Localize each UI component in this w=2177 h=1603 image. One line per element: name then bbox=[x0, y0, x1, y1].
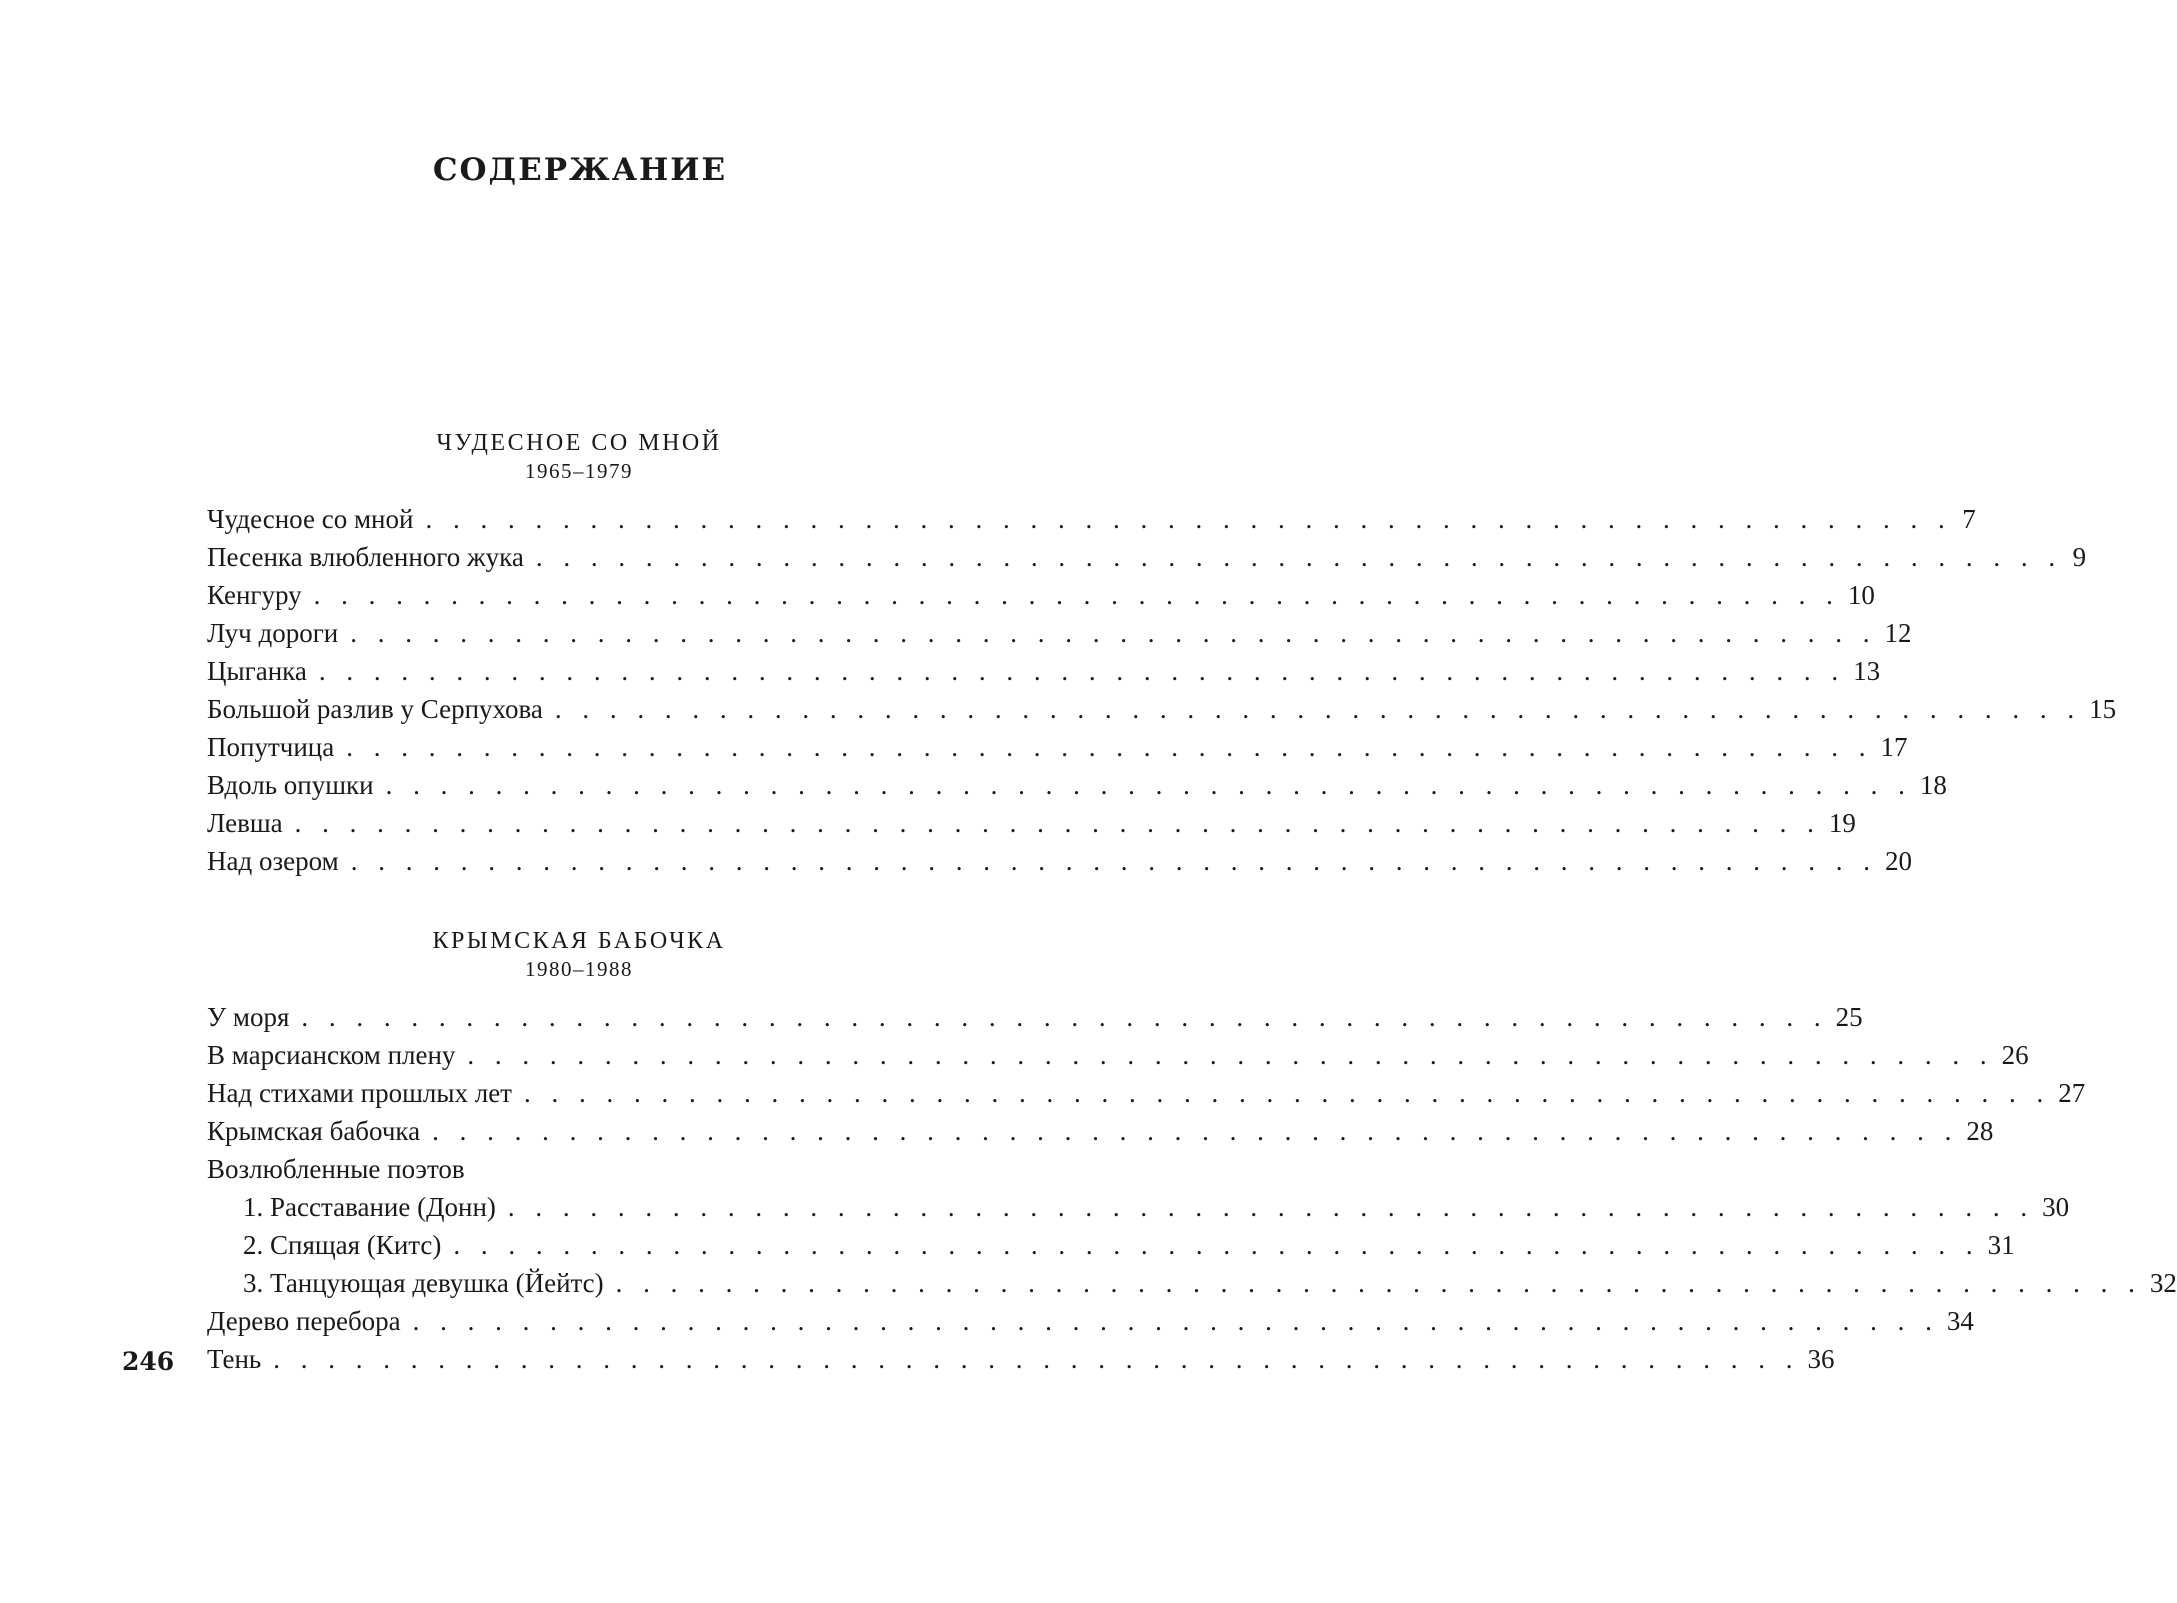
entry-page: 12 bbox=[1884, 618, 1912, 648]
entry-page: 28 bbox=[1966, 1116, 1994, 1146]
entry-page: 15 bbox=[2089, 694, 2117, 724]
entry-title: В марсианском плену bbox=[207, 1040, 456, 1070]
entry-page: 19 bbox=[1828, 808, 1856, 838]
entry-title: Левша bbox=[207, 808, 283, 838]
toc-section-1 bbox=[207, 428, 2117, 880]
toc-subentry[interactable] bbox=[207, 1264, 2177, 1302]
toc-entry[interactable] bbox=[207, 842, 1912, 880]
dot-leader: . . . . . . . . . . . . . . . . . . . . . . . . . . . . . . . . . . . . . . . . . . . . . . . . . . . . . . . . bbox=[313, 580, 1840, 610]
entry-title: Вдоль опушки bbox=[207, 770, 374, 800]
entry-page: 36 bbox=[1807, 1344, 1835, 1374]
dot-leader: . . . . . . . . . . . . . . . . . . . . . . . . . . . . . . . . . . . . . . . . . . . . . . . . . . . . . . . . bbox=[453, 1230, 1980, 1260]
entry-page: 7 bbox=[1962, 504, 1976, 534]
entry-title: 3. Танцующая девушка (Йейтс) bbox=[243, 1268, 604, 1298]
entry-page: 32 bbox=[2149, 1268, 2177, 1298]
toc-entry[interactable] bbox=[207, 1340, 1835, 1378]
toc-entries bbox=[207, 998, 2177, 1378]
section-title: ЧУДЕСНОЕ СО МНОЙ bbox=[436, 430, 722, 456]
entry-title: Тень bbox=[207, 1344, 262, 1374]
dot-leader: . . . . . . . . . . . . . . . . . . . . . . . . . . . . . . . . . . . . . . . . . . . . . . . . . . . . . . . . bbox=[301, 1002, 1828, 1032]
toc-entry[interactable] bbox=[207, 538, 2087, 576]
entry-page: 26 bbox=[2001, 1040, 2029, 1070]
entry-title: Крымская бабочка bbox=[207, 1116, 421, 1146]
dot-leader: . . . . . . . . . . . . . . . . . . . . . . . . . . . . . . . . . . . . . . . . . . . . . . . . . . . . . . . . bbox=[385, 770, 1912, 800]
page-number: 246 bbox=[122, 1347, 175, 1376]
toc-entry[interactable] bbox=[207, 1036, 2029, 1074]
section-header bbox=[207, 428, 951, 484]
toc-entry[interactable] bbox=[207, 1074, 2086, 1112]
dot-leader: . . . . . . . . . . . . . . . . . . . . . . . . . . . . . . . . . . . . . . . . . . . . . . . . . . . . . . . . bbox=[294, 808, 1821, 838]
entry-title: Над стихами прошлых лет bbox=[207, 1078, 512, 1108]
toc-section-2 bbox=[207, 926, 2177, 1378]
section-years: 1965–1979 bbox=[525, 459, 633, 483]
toc-entries bbox=[207, 500, 2117, 880]
entry-title: Луч дороги bbox=[207, 618, 339, 648]
dot-leader: . . . . . . . . . . . . . . . . . . . . . . . . . . . . . . . . . . . . . . . . . . . . . . . . . . . . . . . . bbox=[507, 1192, 2035, 1222]
toc-entry[interactable] bbox=[207, 576, 1875, 614]
dot-leader: . . . . . . . . . . . . . . . . . . . . . . . . . . . . . . . . . . . . . . . . . . . . . . . . . . . . . . . . bbox=[273, 1344, 1800, 1374]
toc-entry[interactable] bbox=[207, 998, 1863, 1036]
dot-leader: . . . . . . . . . . . . . . . . . . . . . . . . . . . . . . . . . . . . . . . . . . . . . . . . . . . . . . . . bbox=[432, 1116, 1959, 1146]
toc-entry[interactable] bbox=[207, 804, 1856, 842]
dot-leader: . . . . . . . . . . . . . . . . . . . . . . . . . . . . . . . . . . . . . . . . . . . . . . . . . . . . . . . . bbox=[318, 656, 1846, 686]
entry-title: Цыганка bbox=[207, 656, 307, 686]
entry-page: 31 bbox=[1987, 1230, 2015, 1260]
toc-entry[interactable] bbox=[207, 728, 1908, 766]
dot-leader: . . . . . . . . . . . . . . . . . . . . . . . . . . . . . . . . . . . . . . . . . . . . . . . . . . . . . . . . bbox=[346, 732, 1873, 762]
entry-page: 18 bbox=[1919, 770, 1947, 800]
dot-leader: . . . . . . . . . . . . . . . . . . . . . . . . . . . . . . . . . . . . . . . . . . . . . . . . . . . . . . . . bbox=[350, 846, 1877, 876]
entry-title: У моря bbox=[207, 1002, 290, 1032]
entry-title: Попутчица bbox=[207, 732, 335, 762]
toc-entry[interactable] bbox=[207, 1112, 1994, 1150]
dot-leader: . . . . . . . . . . . . . . . . . . . . . . . . . . . . . . . . . . . . . . . . . . . . . . . . . . . . . . . . bbox=[523, 1078, 2051, 1108]
entry-page: 20 bbox=[1884, 846, 1912, 876]
toc-subentry[interactable] bbox=[207, 1226, 2015, 1264]
entry-page: 10 bbox=[1847, 580, 1875, 610]
dot-leader: . . . . . . . . . . . . . . . . . . . . . . . . . . . . . . . . . . . . . . . . . . . . . . . . . . . . . . . . bbox=[350, 618, 1877, 648]
toc-subentry[interactable] bbox=[207, 1188, 2070, 1226]
entry-title: Чудесное со мной bbox=[207, 504, 414, 534]
entry-title: Дерево перебора bbox=[207, 1306, 401, 1336]
dot-leader: . . . . . . . . . . . . . . . . . . . . . . . . . . . . . . . . . . . . . . . . . . . . . . . . . . . . . . . . bbox=[615, 1268, 2142, 1298]
toc-entry[interactable] bbox=[207, 500, 1976, 538]
toc-entry[interactable] bbox=[207, 614, 1912, 652]
entry-title: Возлюбленные поэтов bbox=[207, 1154, 465, 1184]
toc-entry[interactable] bbox=[207, 1302, 1974, 1340]
section-header bbox=[207, 926, 951, 982]
dot-leader: . . . . . . . . . . . . . . . . . . . . . . . . . . . . . . . . . . . . . . . . . . . . . . . . . . . . . . . . bbox=[425, 504, 1952, 534]
entry-title: Кенгуру bbox=[207, 580, 302, 610]
entry-title: Песенка влюбленного жука bbox=[207, 542, 524, 572]
dot-leader: . . . . . . . . . . . . . . . . . . . . . . . . . . . . . . . . . . . . . . . . . . . . . . . . . . . . . . . . bbox=[412, 1306, 1939, 1336]
toc-entry[interactable] bbox=[207, 690, 2117, 728]
dot-leader: . . . . . . . . . . . . . . . . . . . . . . . . . . . . . . . . . . . . . . . . . . . . . . . . . . . . . . . . bbox=[535, 542, 2063, 572]
entry-page: 30 bbox=[2042, 1192, 2070, 1222]
section-years: 1980–1988 bbox=[525, 957, 633, 981]
entry-page: 9 bbox=[2072, 542, 2087, 572]
entry-title: 1. Расставание (Донн) bbox=[243, 1192, 496, 1222]
entry-page: 13 bbox=[1853, 656, 1881, 686]
dot-leader: . . . . . . . . . . . . . . . . . . . . . . . . . . . . . . . . . . . . . . . . . . . . . . . . . . . . . . . . bbox=[467, 1040, 1994, 1070]
section-title: КРЫМСКАЯ БАБОЧКА bbox=[432, 928, 726, 954]
entry-page: 34 bbox=[1946, 1306, 1974, 1336]
toc-entry[interactable] bbox=[207, 766, 1947, 804]
entry-title: Над озером bbox=[207, 846, 339, 876]
dot-leader: . . . . . . . . . . . . . . . . . . . . . . . . . . . . . . . . . . . . . . . . . . . . . . . . . . . . . . . . bbox=[554, 694, 2082, 724]
entry-title: Большой разлив у Серпухова bbox=[207, 694, 543, 724]
toc-entry[interactable] bbox=[207, 652, 1881, 690]
toc-entry-group bbox=[207, 1150, 951, 1188]
page-title: СОДЕРЖАНИЕ bbox=[432, 152, 728, 188]
entry-title: 2. Спящая (Китс) bbox=[243, 1230, 442, 1260]
entry-page: 17 bbox=[1880, 732, 1908, 762]
entry-page: 25 bbox=[1835, 1002, 1863, 1032]
entry-page: 27 bbox=[2058, 1078, 2086, 1108]
